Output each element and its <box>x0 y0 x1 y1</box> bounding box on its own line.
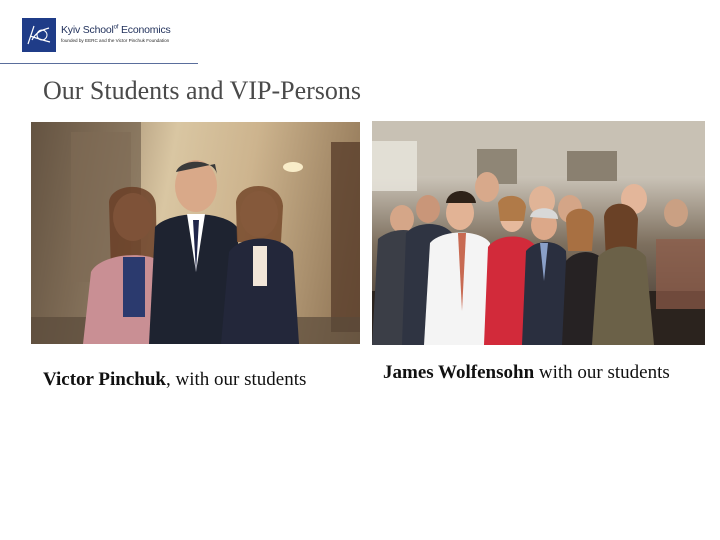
caption-description: with our students <box>534 362 670 383</box>
kse-logo-icon <box>22 18 56 52</box>
photo-victor-pinchuk-with-students <box>31 122 360 344</box>
caption-description: , with our students <box>165 369 307 390</box>
slide-title: Our Students and VIP-Persons <box>43 76 362 105</box>
kse-logo <box>22 18 192 54</box>
photo-james-wolfensohn-with-students <box>372 121 705 345</box>
logo-school-name: Kyiv School$^{of}$ Economics <box>61 24 171 36</box>
logo-tagline: founded by EERC and the Victor Pinchuk Foundation <box>61 38 170 43</box>
header-divider <box>0 63 198 64</box>
caption-james-wolfensohn <box>383 360 683 386</box>
caption-person-name: Victor Pinchuk <box>43 369 166 390</box>
caption-victor-pinchuk <box>43 367 343 393</box>
caption-person-name: James Wolfensohn <box>383 362 535 383</box>
